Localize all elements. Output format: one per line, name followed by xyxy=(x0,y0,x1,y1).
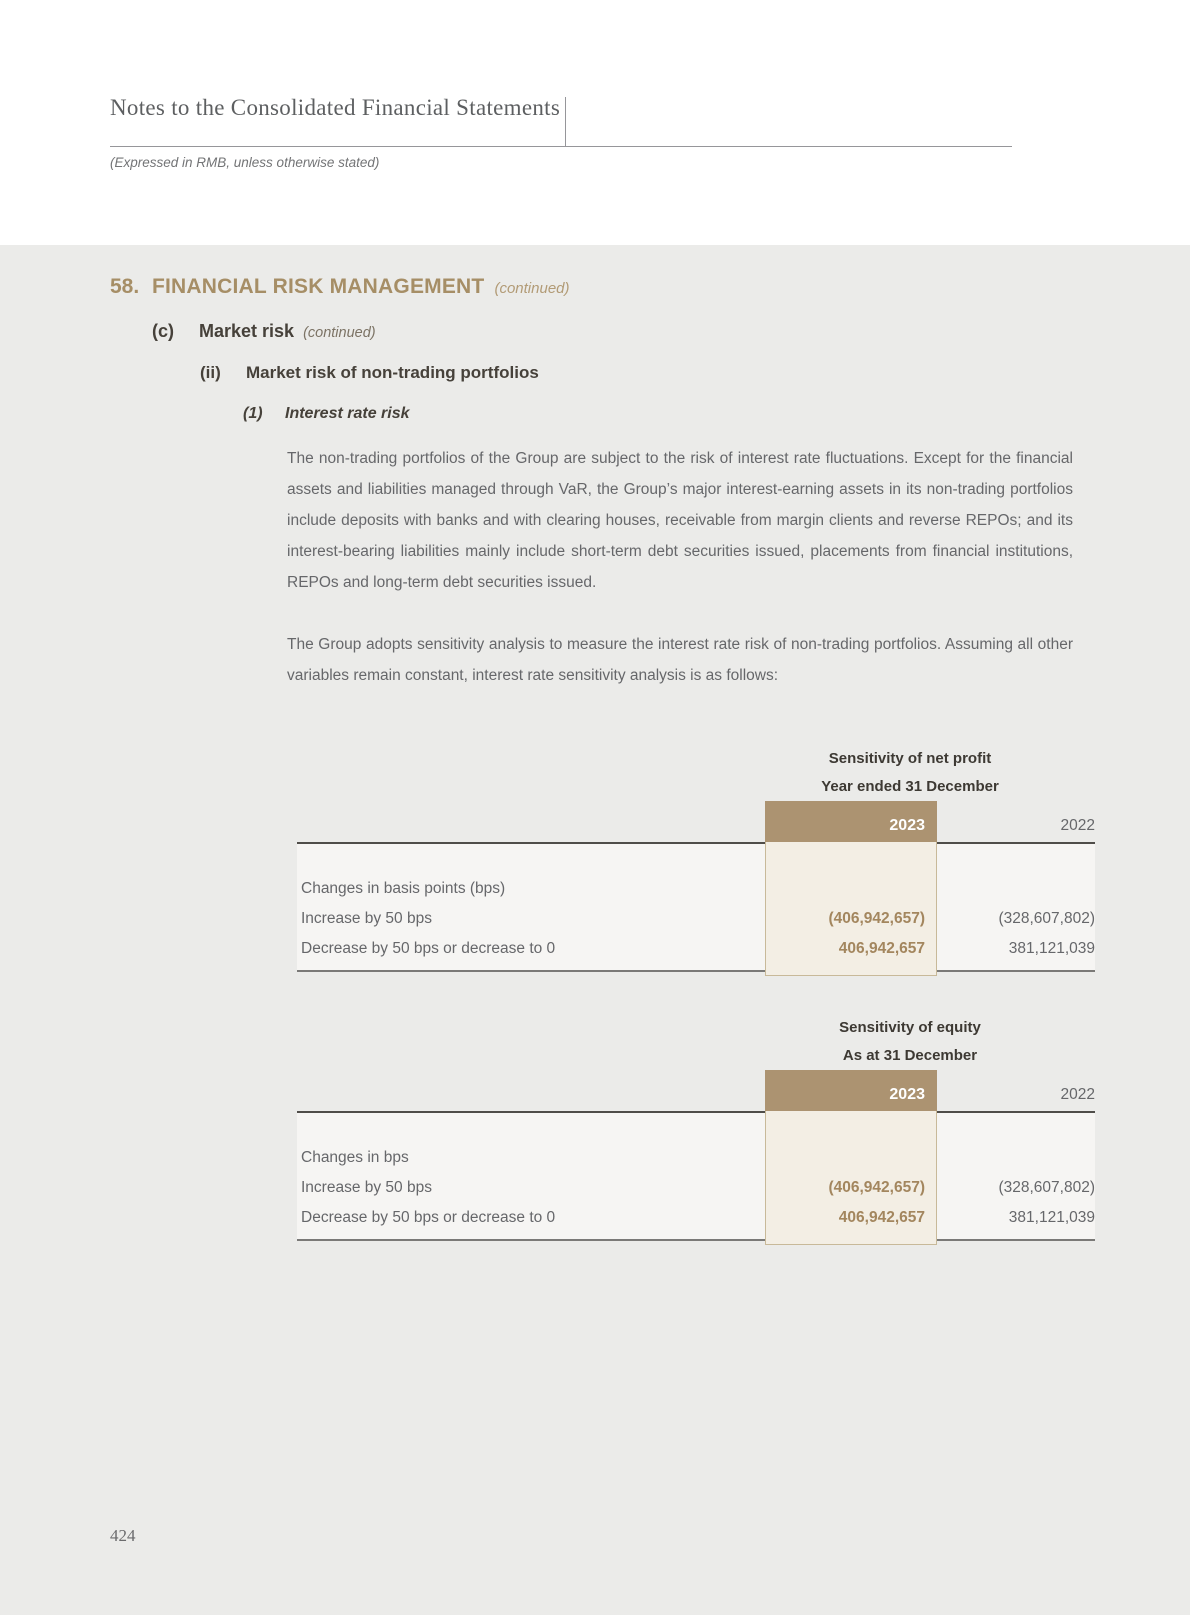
table-caption-line2: As at 31 December xyxy=(842,1047,978,1064)
row-label: Decrease by 50 bps or decrease to 0 xyxy=(301,940,556,957)
table-caption-line1: Sensitivity of equity xyxy=(839,1019,981,1036)
table-body xyxy=(297,842,1095,972)
body-paragraph: The non-trading portfolios of the Group are subject to the risk of interest rate fluctuations. Except for the financial assets and liabilities managed through VaR, the Group’s major interest-earning assets in its non-trading portfolios include deposits with banks and with clearing houses, receivable from margin clients and reverse REPOs; and its interest-bearing liabilities mainly include short-term debt securities issued, placements from financial institutions, REPOs and long-term debt securities issued. xyxy=(287,450,1073,591)
row-label: Increase by 50 bps xyxy=(301,910,432,927)
table-row xyxy=(297,904,1095,934)
row-label: Increase by 50 bps xyxy=(301,1179,432,1196)
column-header-2023: 2023 xyxy=(765,801,937,842)
page-header xyxy=(0,0,1190,245)
sensitivity-equity-table xyxy=(297,1014,1095,1242)
section-number: 58. xyxy=(110,275,140,298)
header-rule xyxy=(110,146,1012,147)
value-2023: (406,942,657) xyxy=(828,910,925,927)
subsubsection-title: Market risk of non-trading portfolios xyxy=(246,363,539,382)
subsection-title: Market risk xyxy=(199,321,295,341)
table-row xyxy=(297,934,1095,964)
value-2023: 406,942,657 xyxy=(838,1209,925,1226)
column-header-2023: 2023 xyxy=(765,1070,937,1111)
table-caption xyxy=(745,1014,1075,1070)
table-caption xyxy=(745,745,1075,801)
value-2022: 381,121,039 xyxy=(1008,1209,1095,1226)
table-row xyxy=(297,1203,1095,1233)
document-subtitle: (Expressed in RMB, unless otherwise stated) xyxy=(110,155,380,170)
page-content xyxy=(0,245,1190,1615)
subsubsection-numeral: (ii) xyxy=(200,363,221,382)
section-continued-note: (continued) xyxy=(494,280,570,297)
value-2023: (406,942,657) xyxy=(828,1179,925,1196)
subsection-letter: (c) xyxy=(152,321,174,341)
subsection-heading xyxy=(152,321,376,342)
value-2023: 406,942,657 xyxy=(838,940,925,957)
row-label: Changes in basis points (bps) xyxy=(301,880,506,897)
table-caption-line2: Year ended 31 December xyxy=(821,778,999,795)
table-header-row xyxy=(297,801,1095,842)
table-row xyxy=(297,1143,1095,1173)
table-row xyxy=(297,1173,1095,1203)
clause-heading xyxy=(243,405,410,423)
row-label: Changes in bps xyxy=(301,1149,409,1166)
section-title: FINANCIAL RISK MANAGEMENT xyxy=(152,275,485,298)
value-2022: (328,607,802) xyxy=(998,910,1095,927)
clause-number: (1) xyxy=(243,405,263,422)
clause-title: Interest rate risk xyxy=(285,405,410,422)
page-number: 424 xyxy=(110,1526,136,1545)
body-paragraph: The Group adopts sensitivity analysis to measure the interest rate risk of non-trading portfolios. Assuming all other variables remain constant, interest rate sensitivity analysis is as follows: xyxy=(287,636,1073,684)
row-label: Decrease by 50 bps or decrease to 0 xyxy=(301,1209,556,1226)
table-row xyxy=(297,874,1095,904)
sensitivity-net-profit-table xyxy=(297,745,1095,973)
table-body xyxy=(297,1111,1095,1241)
column-header-2022: 2022 xyxy=(1060,817,1095,834)
section-heading xyxy=(110,275,570,299)
column-header-2022: 2022 xyxy=(1060,1086,1095,1103)
table-caption-line1: Sensitivity of net profit xyxy=(828,750,992,767)
table-header-row xyxy=(297,1070,1095,1111)
subsection-continued-note: (continued) xyxy=(303,325,376,341)
subsubsection-heading xyxy=(200,363,539,383)
header-vertical-divider xyxy=(565,97,566,146)
document-title: Notes to the Consolidated Financial Statements xyxy=(110,95,561,120)
value-2022: (328,607,802) xyxy=(998,1179,1095,1196)
value-2022: 381,121,039 xyxy=(1008,940,1095,957)
